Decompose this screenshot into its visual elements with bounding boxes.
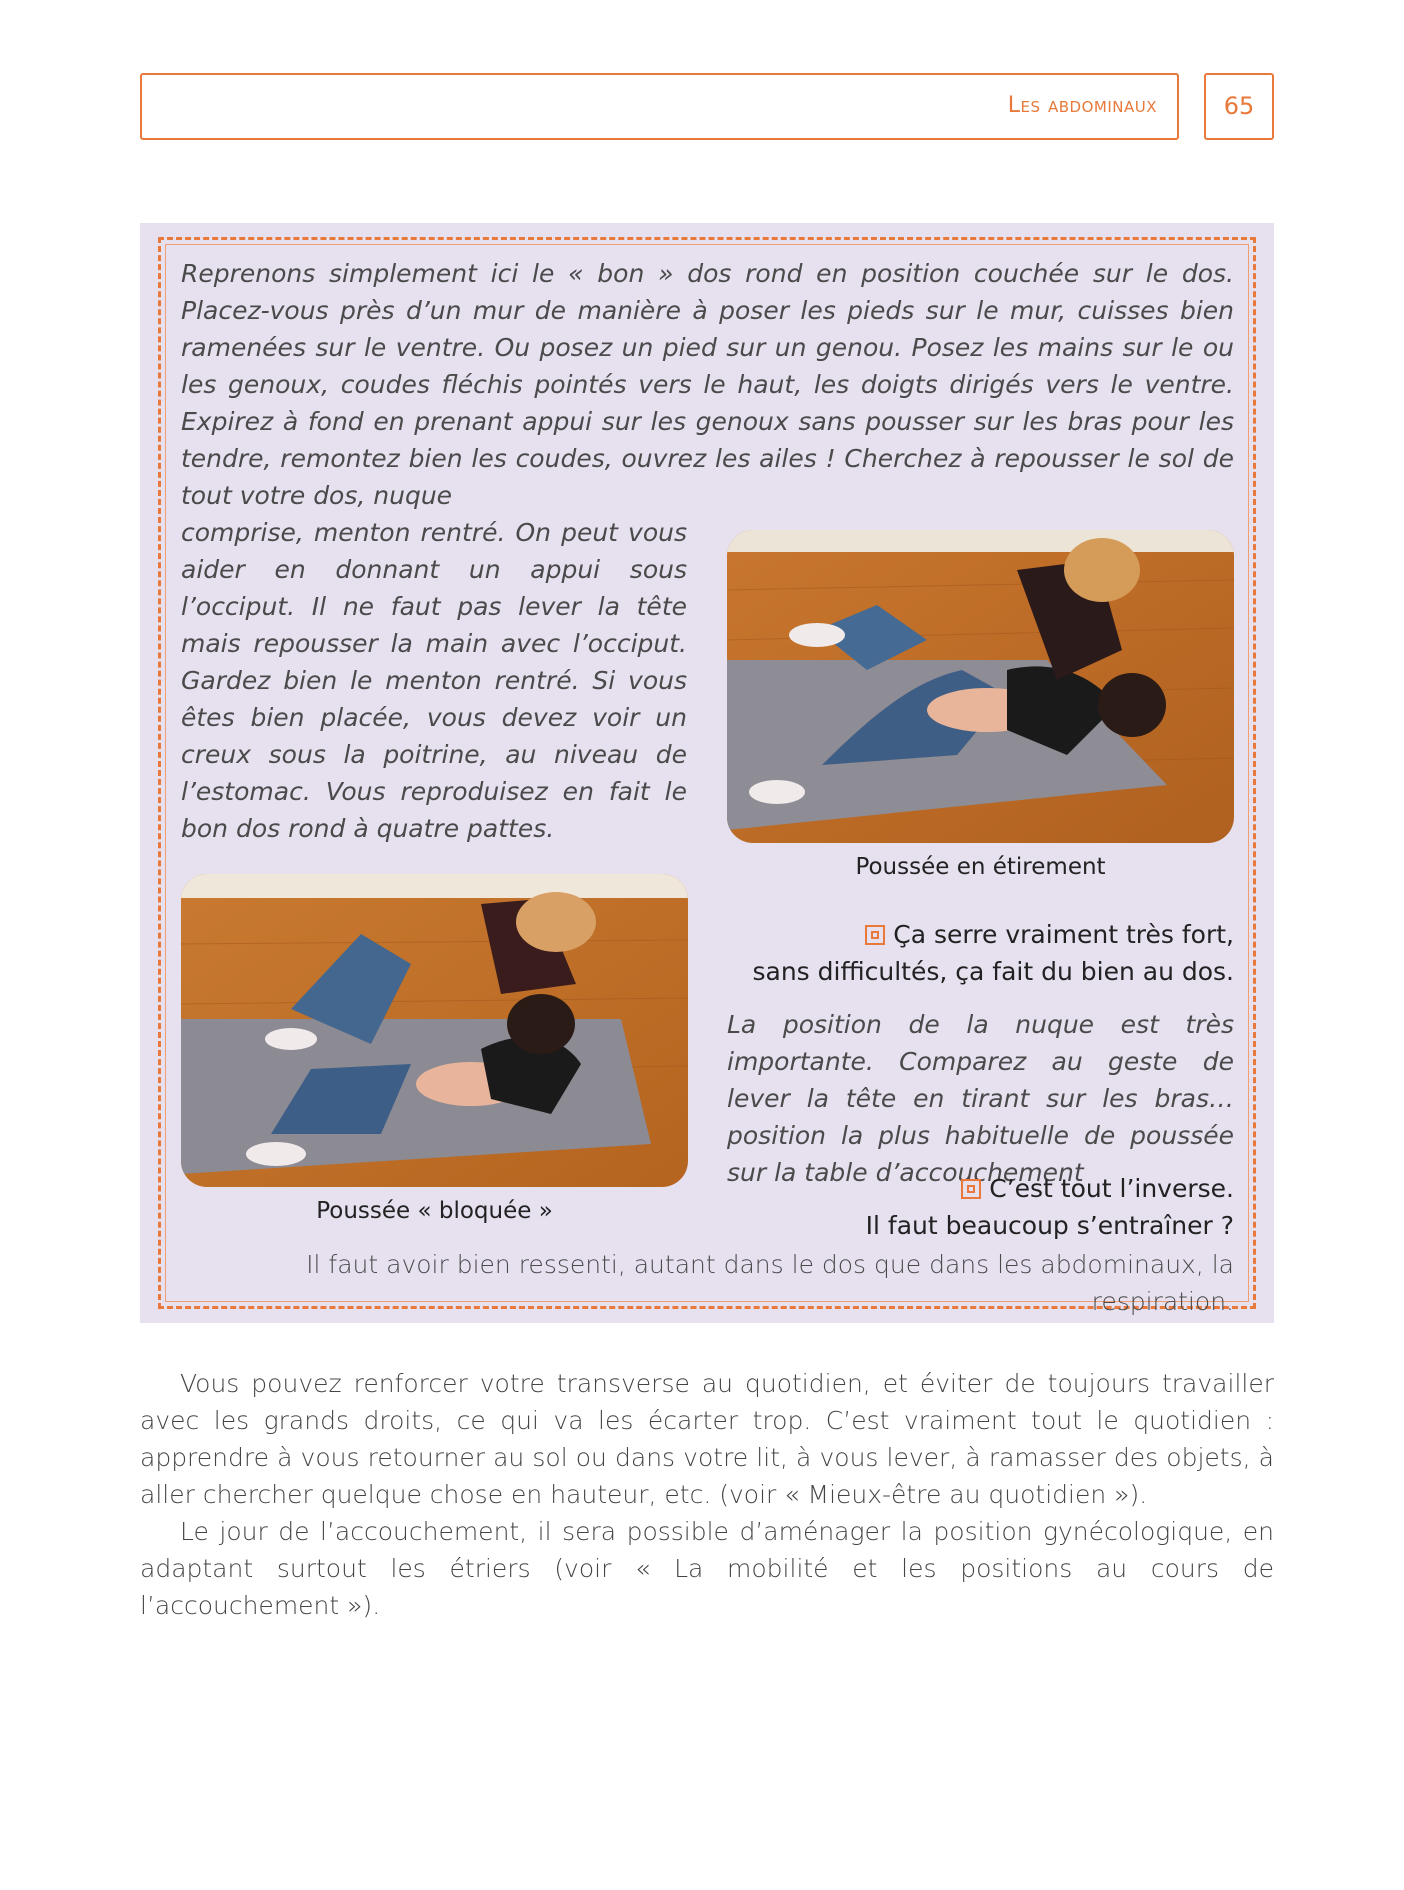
caption-photo-2: Poussée « bloquée » [316, 1198, 553, 1224]
page-number: 65 [1204, 73, 1274, 140]
section-title: Les abdominaux [1007, 93, 1157, 118]
photo-poussee-etirement [727, 530, 1234, 843]
quote-2-line-2: Il faut beaucoup s’entraîner ? [865, 1211, 1234, 1240]
quote-1-line-1: Ça serre vraiment très fort, [893, 920, 1234, 949]
box-last-line: Il faut avoir bien ressenti, autant dans le dos que dans les abdominaux, la respiration. [306, 1250, 1234, 1316]
box-paragraph-top: Reprenons simplement ici le « bon » dos rond en position couchée sur le dos. Placez-vous près d’un mur de manière à poser les pieds sur le mur, cuisses bien ramenées sur le ventre. Ou posez un pied sur un genou. Posez les mains sur le ou les genoux, coudes fléchis pointés vers le haut, les doigts dirigés vers le ventre. Expirez à fond en prenant appui sur les genoux sans pousser sur les bras pour les tendre, remontez bien les coudes, ouvrez les ailes ! Cherchez à repousser le sol de tout votre dos, nuque [181, 259, 1234, 510]
body-paragraph-1: Vous pouvez renforcer votre transverse au quotidien, et éviter de toujours travailler avec les grands droits, ce qui va les écarter trop. C’est vraiment tout le quotidien : apprendre à vous retourner au sol ou dans votre lit, à vous lever, à ramasser des objets, à aller chercher quelque chose en hauteur, etc. (voir « Mieux-être au quotidien »). [140, 1369, 1274, 1509]
caption-photo-1: Poussée en étirement [855, 854, 1106, 880]
box-paragraph-left: comprise, menton rentré. On peut vous aider en donnant un appui sous l’occiput. Il ne faut pas lever la tête mais repousser la main avec l’occiput. Gardez bien le menton rentré. Si vous êtes bien placée, vous devez voir un creux sous la poitrine, au niveau de l’estomac. Vous reproduisez en fait le bon dos rond à quatre pattes. [181, 518, 687, 843]
box-paragraph-right: La position de la nuque est très importante. Comparez au geste de lever la tête en tirant sur les bras… position la plus habituelle de poussée sur la table d’accouchement [727, 1010, 1234, 1187]
quote-marker-icon [961, 1179, 981, 1199]
quote-2 [674, 1170, 1234, 1244]
quote-2-line-1: C’est tout l’inverse. [989, 1174, 1234, 1203]
quote-1-line-2: sans difficultés, ça fait du bien au dos. [752, 957, 1234, 986]
photo-poussee-bloquee [181, 874, 688, 1187]
body-paragraph-2: Le jour de l’accouchement, il sera possible d’aménager la position gynécologique, en adaptant surtout les étriers (voir « La mobilité et les positions au cours de l’accouchement »). [140, 1517, 1274, 1620]
quote-1 [674, 916, 1234, 990]
running-header [140, 73, 1179, 140]
quote-marker-icon [865, 925, 885, 945]
